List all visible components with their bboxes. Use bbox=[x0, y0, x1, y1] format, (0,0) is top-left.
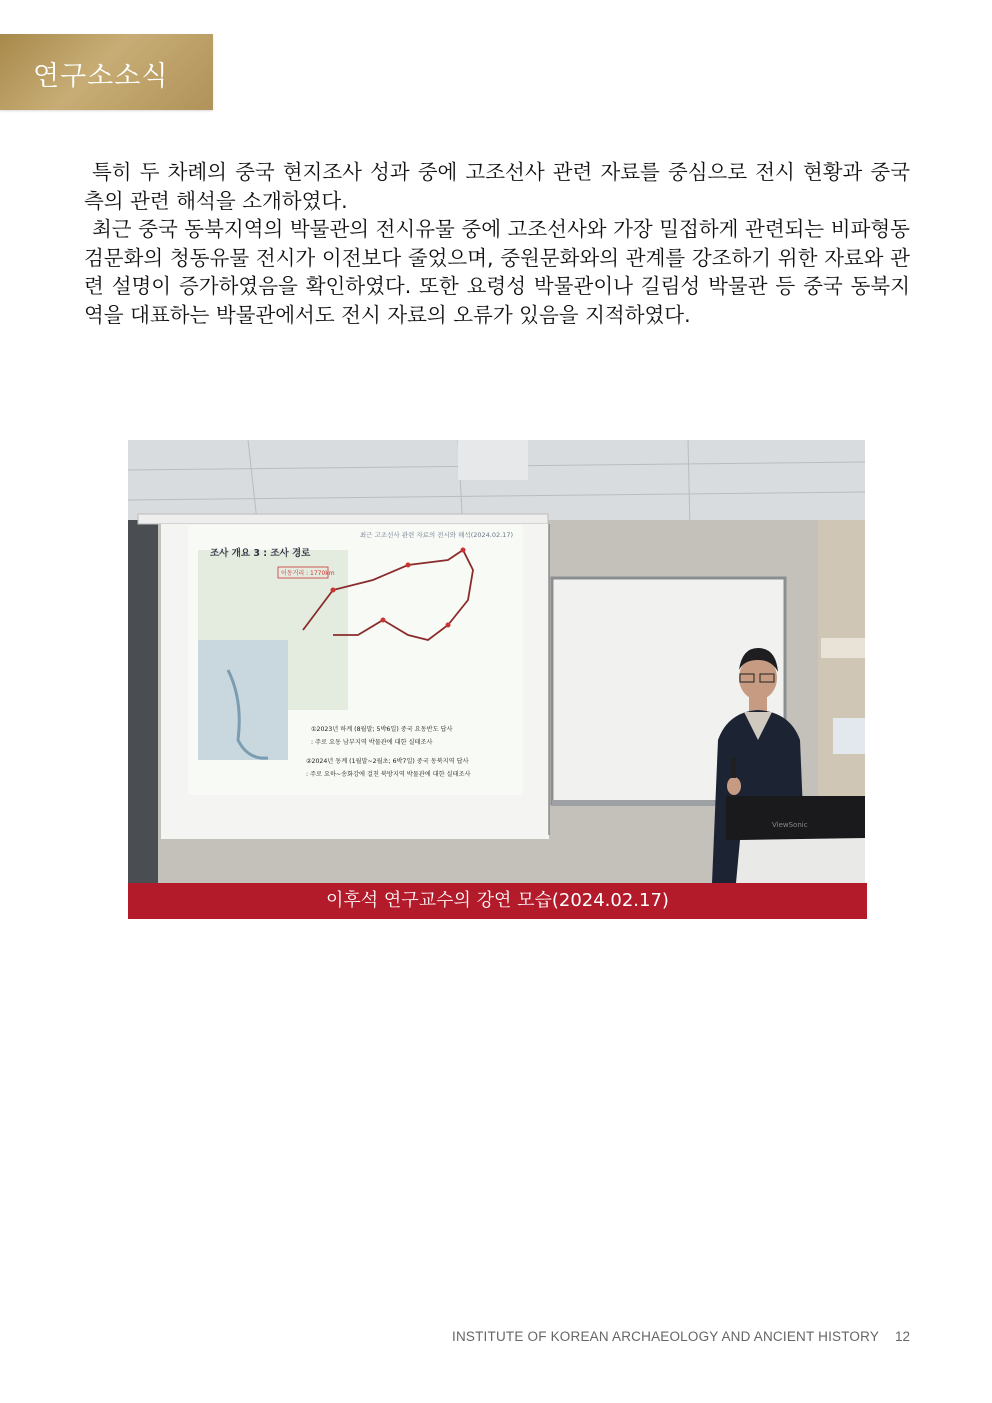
slide-trip2-desc: : 주로 요하~송화강에 걸친 북방지역 박물관에 대한 실태조사 bbox=[306, 771, 471, 778]
slide-trip1-desc: : 주로 요동 남부지역 박물관에 대한 실태조사 bbox=[311, 739, 433, 746]
slide-distance: 이동거리 : 1770km bbox=[281, 570, 335, 577]
page-number: 12 bbox=[895, 1329, 911, 1344]
footer-institute: INSTITUTE OF KOREAN ARCHAEOLOGY AND ANCIENT HISTORY bbox=[452, 1329, 880, 1344]
section-tab bbox=[0, 34, 213, 110]
paragraph-2: 최근 중국 동북지역의 박물관의 전시유물 중에 고조선사와 가장 밀접하게 관련되는 비파형동검문화의 청동유물 전시가 이전보다 줄었으며, 중원문화와의 관계를 강조하기 위한 자료와 관련 설명이 증가하였음을 확인하였다. 또한 요령성 박물관이나 길림성 박물관 등 중국 동북지역을 대표하는 박물관에서도 전시 자료의 오류가 있음을 지적하였다. bbox=[84, 217, 910, 327]
photo-caption-bar bbox=[128, 883, 867, 919]
slide-header: 최근 고조선사 관련 자료의 전시와 해석(2024.02.17) bbox=[359, 531, 513, 539]
monitor-brand: ViewSonic bbox=[772, 821, 808, 829]
section-label: 연구소소식 bbox=[33, 61, 169, 92]
slide-trip1-title: ①2023년 하계 (8월말; 5박6일) 중국 요동반도 답사 bbox=[311, 726, 453, 733]
paragraph-1: 특히 두 차례의 중국 현지조사 성과 중에 고조선사 관련 자료를 중심으로 전시 현황과 중국 측의 관련 해석을 소개하였다. bbox=[84, 160, 910, 213]
article-body bbox=[84, 158, 910, 329]
lecture-photo bbox=[128, 440, 865, 883]
slide-title: 조사 개요 3 : 조사 경로 bbox=[210, 548, 311, 559]
slide-trip2-title: ②2024년 동계 (1월말~2월초; 6박7일) 중국 동북지역 답사 bbox=[306, 758, 469, 765]
lecture-scene-illustration bbox=[128, 440, 865, 883]
photo-caption: 이후석 연구교수의 강연 모습(2024.02.17) bbox=[326, 890, 669, 911]
